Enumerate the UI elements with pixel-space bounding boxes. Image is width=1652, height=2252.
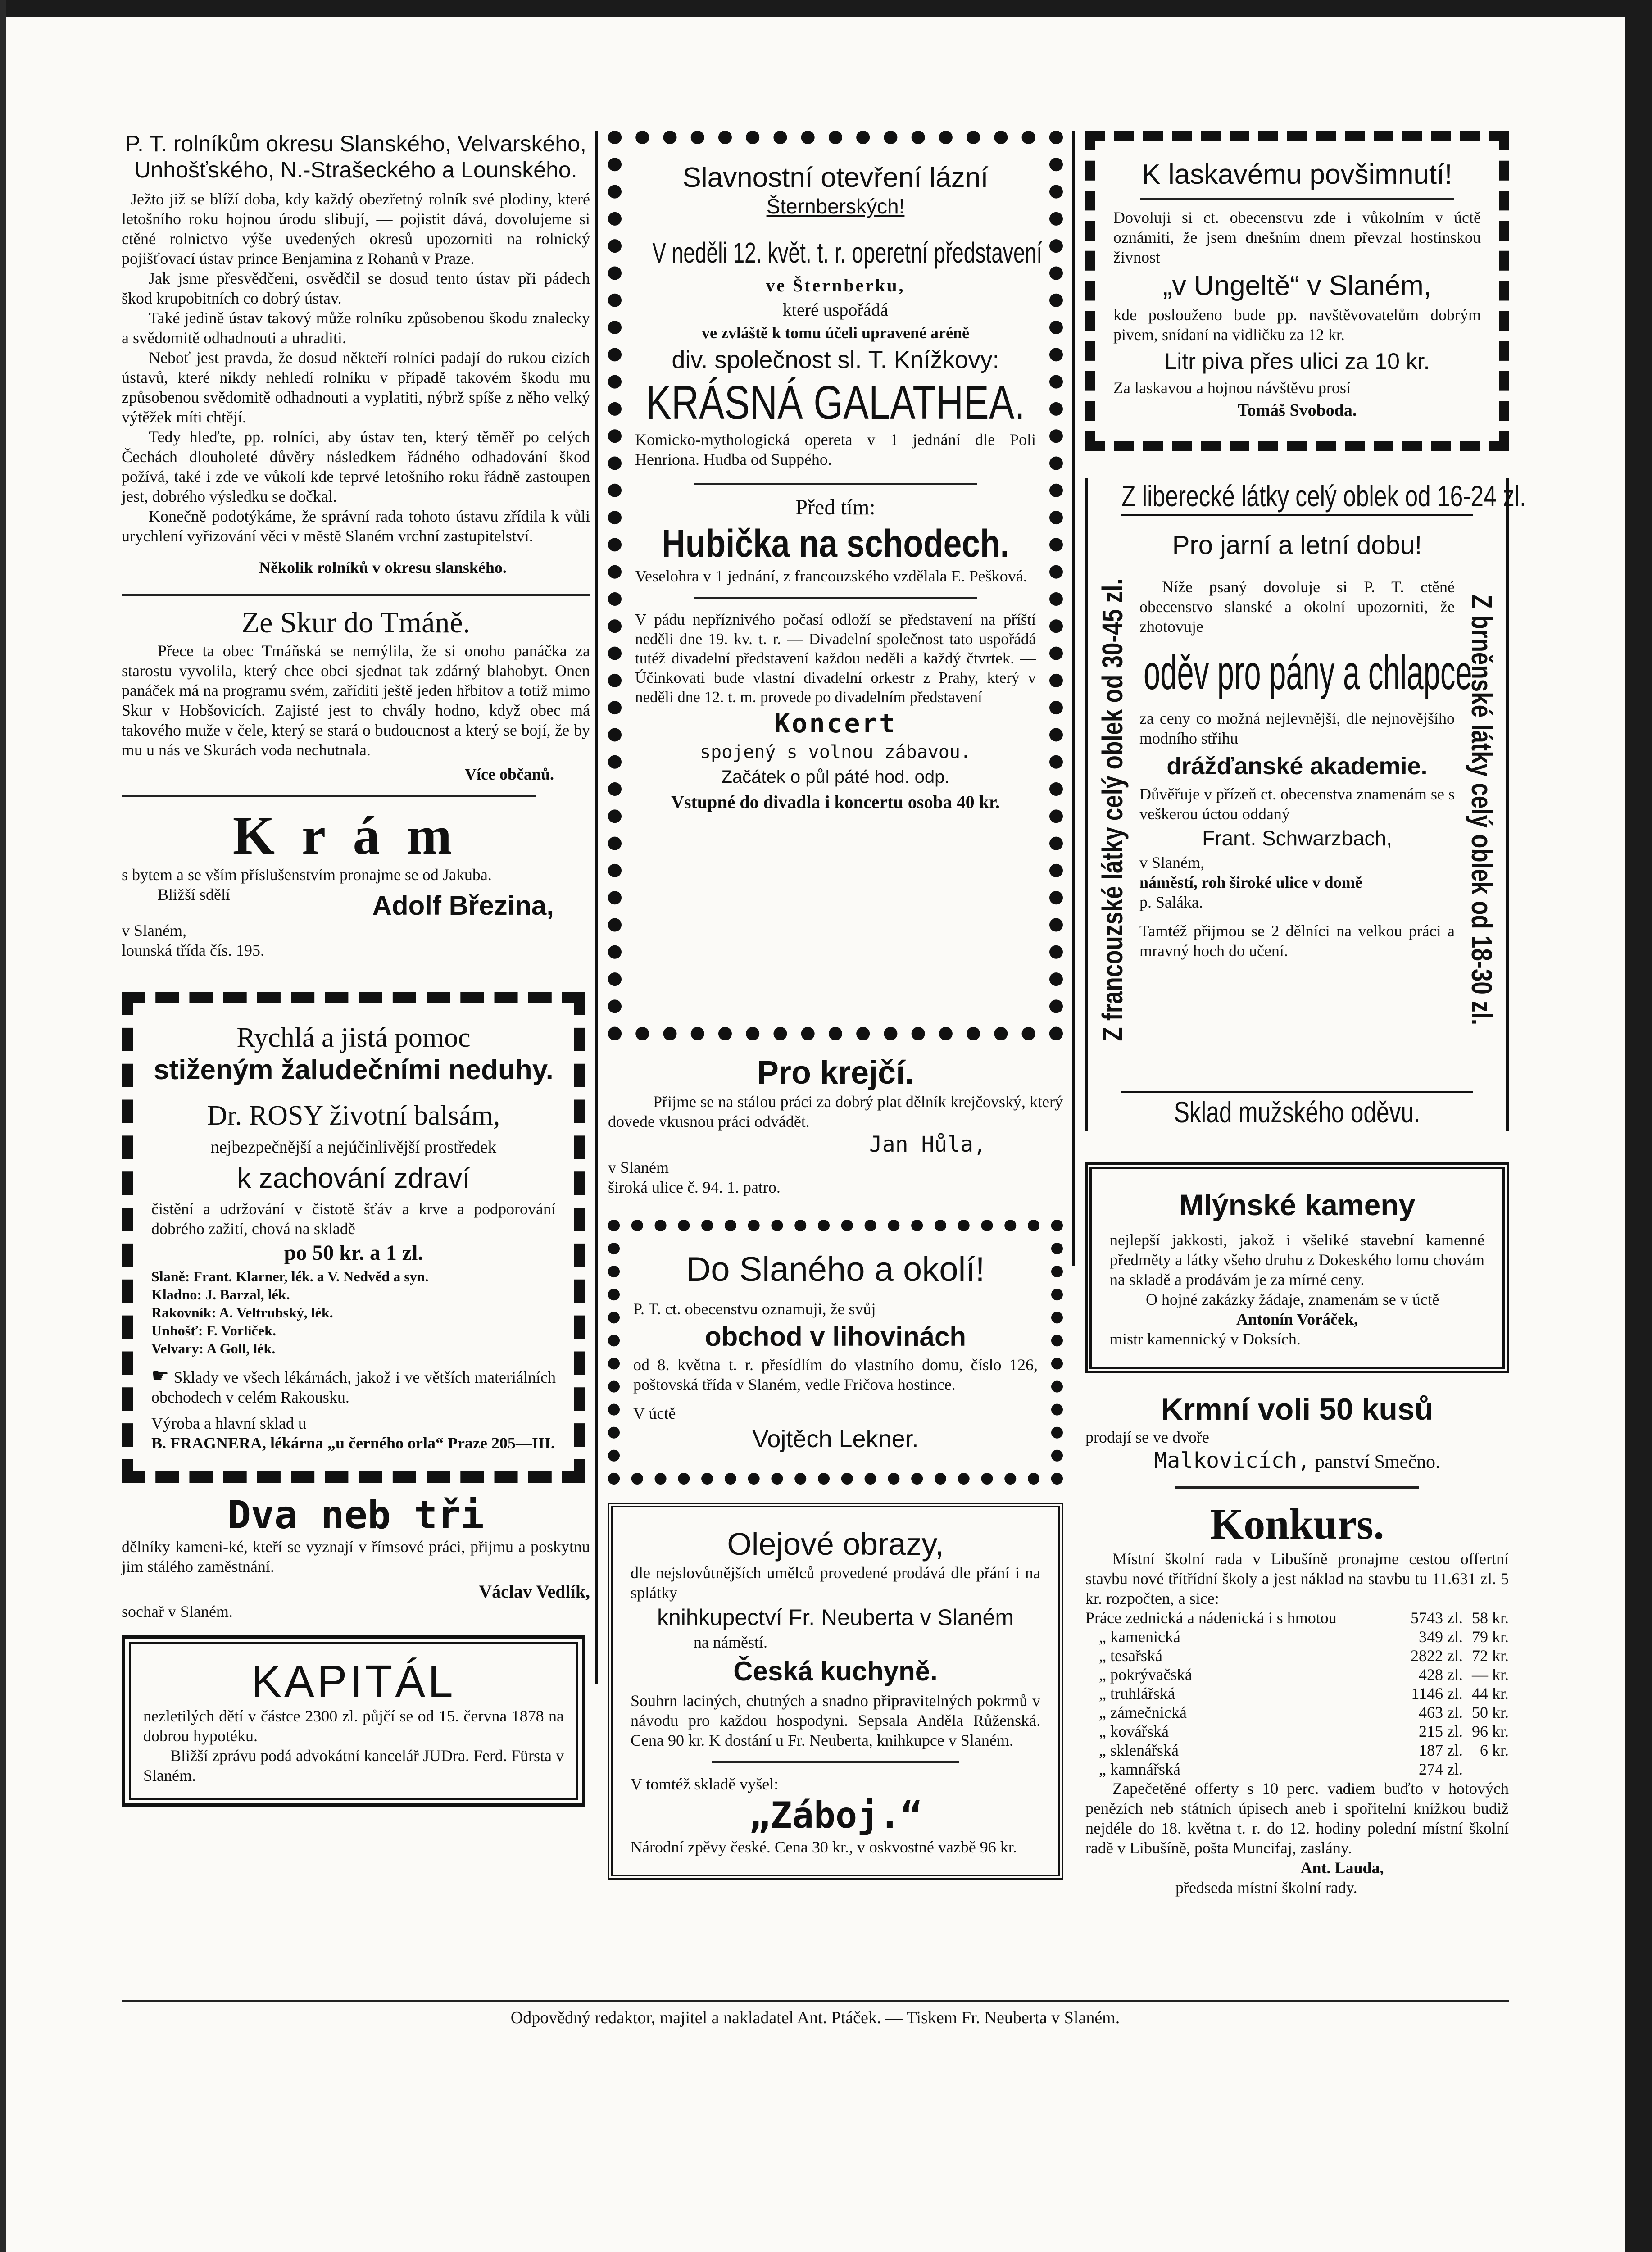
greeting: V úctě <box>633 1404 676 1422</box>
ad-ungelt-box <box>1085 131 1509 451</box>
address-line: široká ulice č. 94. 1. patro. <box>608 1178 781 1196</box>
offer-headline: oděv pro pány a chlapce <box>1144 645 1472 699</box>
cost-label: „ kamenická <box>1099 1628 1180 1646</box>
cost-zl: 215 zl. <box>1419 1722 1463 1740</box>
paragraph: Bližší sdělí <box>158 885 230 904</box>
paragraph: Přijme se na stálou práci za dobrý plat dělník krejčovský, který dovede vkusnou práci odvádět. <box>608 1093 1063 1131</box>
paragraph: Také jedině ústav takový může rolníku způsobenou škodu znalecky a svědomitě odhadnouti a uhraditi. <box>122 309 590 347</box>
event-venue: ve zvláště k tomu účeli upravené aréně <box>702 324 969 342</box>
event-place: ve Šternberku, <box>766 275 905 295</box>
ad-konkurs <box>1085 1499 1509 1898</box>
divider <box>694 483 977 485</box>
advertiser-name: Jan Hůla, <box>869 1132 986 1157</box>
right-column <box>1085 131 1526 1898</box>
cost-label: „ truhlářská <box>1099 1684 1175 1703</box>
cost-zl: 274 zl. <box>1419 1760 1463 1778</box>
address-line: p. Saláka. <box>1139 893 1203 911</box>
ad-balsam-box <box>122 992 585 1483</box>
paragraph: Tamtéž přijmou se 2 dělníci na velkou práci a mravný hoch do učení. <box>1139 922 1455 960</box>
advertiser-name: Antonín Voráček, <box>1236 1310 1358 1328</box>
cost-kr: 72 kr. <box>1471 1647 1509 1665</box>
paragraph: čistění a udržování v čistotě šťáv a krve a podporování dobrého zažití, chová na skladě <box>151 1200 556 1238</box>
cost-label: „ pokrývačská <box>1099 1666 1192 1684</box>
paragraph: s bytem a se vším příslušenstvím pronajme se od Jakuba. <box>122 866 492 884</box>
paragraph: kde poslouženo bude pp. navštěvovatelům dobrým pivem, snídaní na vidličku za 12 kr. <box>1113 306 1481 344</box>
paragraph: Souhrn laciných, chutných a snadno připravitelných pokrmů v návodu pro každou hospodyni. Sepsala Anděla Růženská. Cena 90 kr. K dostání u Fr. Neuberta, knihkupce v Slaném. <box>631 1692 1040 1749</box>
cost-zl: 428 zl. <box>1419 1666 1463 1684</box>
cost-zl: 2822 zl. <box>1411 1647 1463 1665</box>
table-row <box>1085 1722 1509 1741</box>
ad-title: Konkurs. <box>1210 1500 1384 1548</box>
paragraph: Konečně podotýkáme, že správní rada tohoto ústavu zřídila k vůli urychlení vyřizování věci v městě Slaném vrchní zastupitelství. <box>122 507 590 545</box>
divider <box>712 1761 959 1763</box>
ad-schwarzbach <box>1085 478 1526 1131</box>
divider <box>694 597 977 599</box>
paragraph: dělníky kameni-ké, kteří se vyznají v římsové práci, přijmu a poskytnu jim stálého zaměstnání. <box>122 1538 590 1575</box>
ad-title: Krmní voli 50 kusů <box>1161 1392 1434 1426</box>
ad-sternberk-box <box>608 131 1063 1040</box>
paragraph: za ceny co možná nejlevnější, dle nejnovějšího modního střihu <box>1139 709 1455 747</box>
address-line: náměstí, roh široké ulice v domě <box>1139 873 1362 891</box>
paragraph: od 8. května t. r. přesídlím do vlastního domu, číslo 126, poštovská třída v Slaném, vedle Fričova hostince. <box>633 1356 1038 1394</box>
ad-neubert-box <box>608 1503 1063 1880</box>
store-line: Velvary: A Goll, lék. <box>151 1340 276 1357</box>
table-row <box>1085 1627 1509 1646</box>
ad-heading: Unhošťského, N.-Strašeckého a Lounského. <box>134 157 577 182</box>
book-title: Česká kuchyně. <box>733 1656 938 1686</box>
product-purpose: k zachování zdraví <box>237 1163 470 1194</box>
advertiser-role: sochař v Slaném. <box>122 1603 233 1621</box>
paragraph: Tedy hleďte, pp. rolníci, aby ústav ten, který těměř po celých Čechách dlouholeté důvěry následkem řádného odhadování škod požívá, také i zde ve vůkolí kde teprvé letošního roku řádně zastoupen jest, dobrého výsledku se dočkal. <box>122 428 590 505</box>
ad-skur-tmane <box>122 605 590 784</box>
left-column <box>122 131 590 1807</box>
closing: Za laskavou a hojnou návštěvu prosí <box>1113 379 1351 397</box>
ad-kapital-box <box>122 1635 585 1807</box>
table-row <box>1085 1760 1509 1779</box>
ad-title: Pro jarní a letní dobu! <box>1172 531 1422 560</box>
table-row <box>1085 1608 1509 1627</box>
scan-edge-right <box>1625 0 1652 2252</box>
store-line: Slaně: Frant. Klarner, lék. a V. Nedvěd a syn. <box>151 1268 429 1285</box>
advertiser-name: Adolf Březina, <box>372 890 554 921</box>
address-line: v Slaném, <box>122 922 186 940</box>
table-row <box>1085 1741 1509 1760</box>
paragraph: dle nejslovůtnějších umělců provedené prodává dle přání i na splátky <box>631 1564 1040 1602</box>
paragraph-text: Sklady ve všech lékárnách, jakož i ve větších materiálních obchodech v celém Rakousku. <box>151 1368 556 1406</box>
play-title: KRÁSNÁ GALATHEA. <box>646 376 1025 429</box>
advertiser-name: Frant. Schwarzbach, <box>1202 826 1392 850</box>
ad-dva-neb-tri <box>122 1494 590 1621</box>
cost-kr: 79 kr. <box>1471 1628 1509 1646</box>
side-offer-left: Z francouzské látky celý oblek od 30-45 zl. <box>1096 578 1129 1041</box>
before-label: Před tím: <box>795 495 876 519</box>
book-title: „Záboj.“ <box>749 1794 922 1836</box>
paragraph: nezletilých dětí v částce 2300 zl. půjčí se od 15. června 1878 na dobrou hypotéku. <box>143 1707 564 1745</box>
cost-kr: 58 kr. <box>1471 1609 1509 1627</box>
table-row <box>1085 1703 1509 1722</box>
paragraph <box>151 1367 556 1407</box>
inn-name: „v Ungeltě“ v Slaném, <box>1162 270 1432 301</box>
entry-price: Vstupné do divadla i koncertu osoba 40 kr. <box>671 792 1000 812</box>
cost-zl: 463 zl. <box>1419 1703 1463 1721</box>
paragraph: Bližší zprávu podá advokátní kancelář JUDra. Ferd. Fürsta v Slaném. <box>143 1747 564 1784</box>
cost-zl: 349 zl. <box>1419 1628 1463 1646</box>
paragraph: V pádu nepříznivého počasí odloží se představení na příští neděli dne 19. kv. t. r. — Divadelní společnost tato uspořádá tutéž divadelní představení každou neděli a každý čtvrtek. — Účinkovati bude vlastní divadelní orkestr z Prahy, který v neděli dne 12. t. m. provede po divadelním představení <box>635 611 1036 706</box>
advertiser-name: Vojtěch Lekner. <box>752 1426 919 1453</box>
signature: Více občanů. <box>465 765 554 783</box>
top-offer: Z liberecké látky celý oblek od 16-24 zl. <box>1121 478 1473 516</box>
beer-price: Litr piva přes ulici za 10 kr. <box>1164 349 1430 374</box>
paragraph: V tomtéž skladě vyšel: <box>631 1775 779 1793</box>
event-date: V neděli 12. květ. t. r. operetní představení <box>652 236 1042 269</box>
ad-title: KAPITÁL <box>251 1656 456 1707</box>
footer-rule <box>122 2000 1509 2002</box>
signature: Několik rolníků v okresu slanského. <box>259 558 507 577</box>
place-name: Malkovicích, <box>1154 1448 1311 1473</box>
cost-label: „ kovářská <box>1099 1722 1169 1740</box>
concert-sub: spojený s volnou zábavou. <box>699 742 971 763</box>
paragraph: Níže psaný dovoluje si P. T. ctěné obecenstvo slanské a okolní upozorniti, že zhotovuje <box>1139 578 1455 636</box>
advertiser-name: Ant. Lauda, <box>1300 1859 1384 1877</box>
maker-line: B. FRAGNERA, lékárna „u černého orla“ Praze 205—III. <box>151 1434 555 1452</box>
play-title: Hubička na schodech. <box>662 522 1009 565</box>
ad-title: Mlýnské kameny <box>1179 1188 1416 1221</box>
column-rule-1 <box>595 131 598 1684</box>
ad-title: Ze Skur do Tmáně. <box>241 606 471 639</box>
address-line: v Slaném <box>608 1158 669 1176</box>
product-desc: nejbezpečnější a nejúčinlivější prostředek <box>210 1138 497 1157</box>
paragraph: nejlepší jakkosti, jakož i všeliké stavební kamenné předměty a látky všeho druhu z Dokeského lomu chovám na skladě a prodávám je za mírné ceny. <box>1110 1231 1484 1289</box>
paragraph: Přece ta obec Tmáňská se nemýlila, že si onoho panáčka za starostu vyvolila, který chce obci sjednat tak zdárný blahobyt. Onen panáček má na programu svém, zaříditi ještě jeden hřbitov a totiž mimo Skur v Hobšovicích. Zajisté jest to chvály hodno, když obec má takového muže v čele, který se stará o budoucnost a který se bojí, že by mu u nás ve Skurách voda nechutnala. <box>122 642 590 759</box>
paragraph: Důvěřuje v přízeň ct. obecenstva znamenám se s veškerou úctou oddaný <box>1139 785 1455 823</box>
store-line: Rakovník: A. Veltrubský, lék. <box>151 1304 333 1321</box>
ad-title: stiženým žaludečními neduhy. <box>154 1054 554 1085</box>
pointing-hand-icon: ☛ <box>151 1365 169 1387</box>
ad-title: Rychlá a jistá pomoc <box>236 1022 471 1053</box>
store-line: Kladno: J. Barzal, lék. <box>151 1286 290 1303</box>
advertiser-name: Václav Vedlík, <box>479 1581 590 1602</box>
paragraph: O hojné zakázky žádaje, znamenám se v úctě <box>1146 1290 1439 1308</box>
address-line: lounská třída čís. 195. <box>122 941 264 959</box>
middle-column <box>608 131 1063 1880</box>
divider <box>122 795 536 797</box>
ad-title: Do Slaného a okolí! <box>686 1250 985 1289</box>
price: po 50 kr. a 1 zl. <box>284 1241 423 1265</box>
paragraph: Ježto již se blíží doba, kdy každý obezřetný rolník své plodiny, které letošního roku hojnou úrodu slibují, — pojistit dává, dovolujeme si ctěné rolnictvo výše uvedených okresů upozorniti na rolnický pojišťovací ústav prince Benjamina z Rohanů v Praze. <box>122 190 590 268</box>
divider <box>122 594 590 596</box>
paragraph: Místní školní rada v Libušíně pronajme cestou offertní stavbu nové třítřídní školy a jest náklad na stavbu tu 11.631 zl. 5 kr. rozpočten, a sice: <box>1085 1550 1509 1607</box>
ad-title: Pro krejčí. <box>757 1055 914 1091</box>
scan-edge-left <box>0 0 6 2252</box>
paragraph: Národní zpěvy české. Cena 30 kr., v oskvostné vazbě 96 kr. <box>631 1838 1017 1856</box>
store-line: Unhošť: F. Vorlíček. <box>151 1322 276 1339</box>
estate-name: panství Smečno. <box>1315 1452 1440 1472</box>
store-name: knihkupectví Fr. Neuberta v Slaném <box>657 1605 1014 1630</box>
academy: drážďanské akademie. <box>1166 753 1428 780</box>
ad-mlynske-box <box>1085 1162 1509 1373</box>
cost-kr: 44 kr. <box>1471 1684 1509 1703</box>
location-line <box>1085 1447 1509 1476</box>
cost-kr: 50 kr. <box>1471 1703 1509 1721</box>
cost-kr <box>1463 1760 1509 1779</box>
ad-krejci <box>608 1054 1063 1197</box>
cost-kr: 96 kr. <box>1471 1722 1509 1740</box>
stores-list <box>151 1267 556 1358</box>
table-row <box>1085 1684 1509 1703</box>
ad-title: Olejové obrazy, <box>727 1526 944 1562</box>
cost-zl: 1146 zl. <box>1411 1684 1463 1703</box>
advertiser-role: předseda místní školní rady. <box>1175 1879 1357 1897</box>
advertiser-name: Tomáš Svoboda. <box>1237 401 1357 420</box>
cost-zl: 5743 zl. <box>1411 1609 1463 1627</box>
footer-imprint: Odpovědný redaktor, majitel a nakladatel Ant. Ptáček. — Tiskem Fr. Neuberta v Slaném. <box>510 2008 1120 2027</box>
maker-line: Výroba a hlavní sklad u <box>151 1414 306 1432</box>
paragraph: P. T. ct. obecenstvu oznamuji, že svůj <box>633 1300 876 1318</box>
cost-table <box>1085 1608 1509 1779</box>
ad-title: Šternberských! <box>766 195 905 218</box>
cost-label: „ zámečnická <box>1099 1703 1187 1721</box>
side-offer-right: Z brněnské látky celý oblek od 18-30 zl. <box>1466 594 1498 1026</box>
start-time: Začátek o půl páté hod. odp. <box>721 767 950 787</box>
paragraph: Jak jsme přesvědčeni, osvědčil se dosud tento ústav při pádech škod krupobitních co dobrý ústav. <box>122 269 590 307</box>
advertiser-role: mistr kamennický v Doksích. <box>1110 1330 1301 1348</box>
company-name: div. společnost sl. T. Knížkovy: <box>672 346 999 373</box>
event-organizer: které uspořádá <box>782 300 889 320</box>
ad-body <box>1139 527 1472 961</box>
play-desc: Veselohra v 1 jednání, z francouzského vzdělala E. Pešková. <box>635 567 1027 585</box>
ad-farmers-insurance <box>122 131 590 577</box>
bottom-offer: Sklad mužského oděvu. <box>1121 1091 1473 1131</box>
cost-label: „ kamnářská <box>1099 1760 1180 1778</box>
paragraph: Dovoluji si ct. obecenstvu zde i vůkolním v úctě oznámiti, že jsem dnešním dnem převzal hostinskou živnost <box>1113 209 1481 266</box>
store-place: na náměstí. <box>694 1633 767 1651</box>
ad-title: Dva neb tři <box>227 1493 484 1538</box>
ad-heading: P. T. rolníkům okresu Slanského, Velvarského, <box>125 131 586 156</box>
divider <box>1175 1486 1419 1489</box>
paragraph: prodají se ve dvoře <box>1085 1428 1209 1446</box>
concert-title: Koncert <box>774 708 897 739</box>
ad-lekner-box <box>608 1220 1063 1485</box>
ad-kram <box>122 806 590 960</box>
ad-title: K laskavému povšimnutí! <box>1142 159 1452 190</box>
shop-type: obchod v lihovinách <box>704 1321 967 1352</box>
ad-title: Slavnostní otevření lázní <box>682 162 989 193</box>
table-row <box>1085 1646 1509 1665</box>
cost-label: „ tesařská <box>1099 1647 1162 1665</box>
scan-edge-top <box>0 0 1652 17</box>
ad-voli <box>1085 1391 1509 1476</box>
paragraph: Neboť jest pravda, že dosud někteří rolníci padají do rukou cizích ústavů, které nikdy nehledí rolníku v případě takovém škodu mu způsobenou svědomitě odhadnouti a vyplatiti, nýbrž spíše z něho velký výtěžek míti chtějí. <box>122 349 590 426</box>
cost-label: Práce zednická a nádenická i s hmotou <box>1085 1609 1337 1627</box>
table-row <box>1085 1665 1509 1684</box>
cost-label: „ sklenářská <box>1099 1741 1179 1759</box>
column-rule-2 <box>1072 131 1075 1266</box>
cost-kr: 6 kr. <box>1480 1741 1509 1759</box>
cost-kr: — kr. <box>1471 1666 1509 1684</box>
cost-zl: 187 zl. <box>1419 1741 1463 1759</box>
product-name: Dr. ROSY životní balsám, <box>207 1100 500 1131</box>
paragraph: Zapečetěné offerty s 10 perc. vadiem buďto v hotových penězích neb státních úpisech aneb i spořitelní knížkou budiž nejdéle do 18. května t. r. do 12. hodiny polední místní školní radě v Libušíně, pošta Muncifaj, zaslány. <box>1085 1780 1509 1857</box>
play-desc: Komicko-mythologická opereta v 1 jednání dle Poli Henriona. Hudba od Suppého. <box>635 431 1036 468</box>
divider <box>1140 198 1454 200</box>
ad-title: Krám <box>232 805 479 865</box>
address-line: v Slaném, <box>1139 854 1204 872</box>
